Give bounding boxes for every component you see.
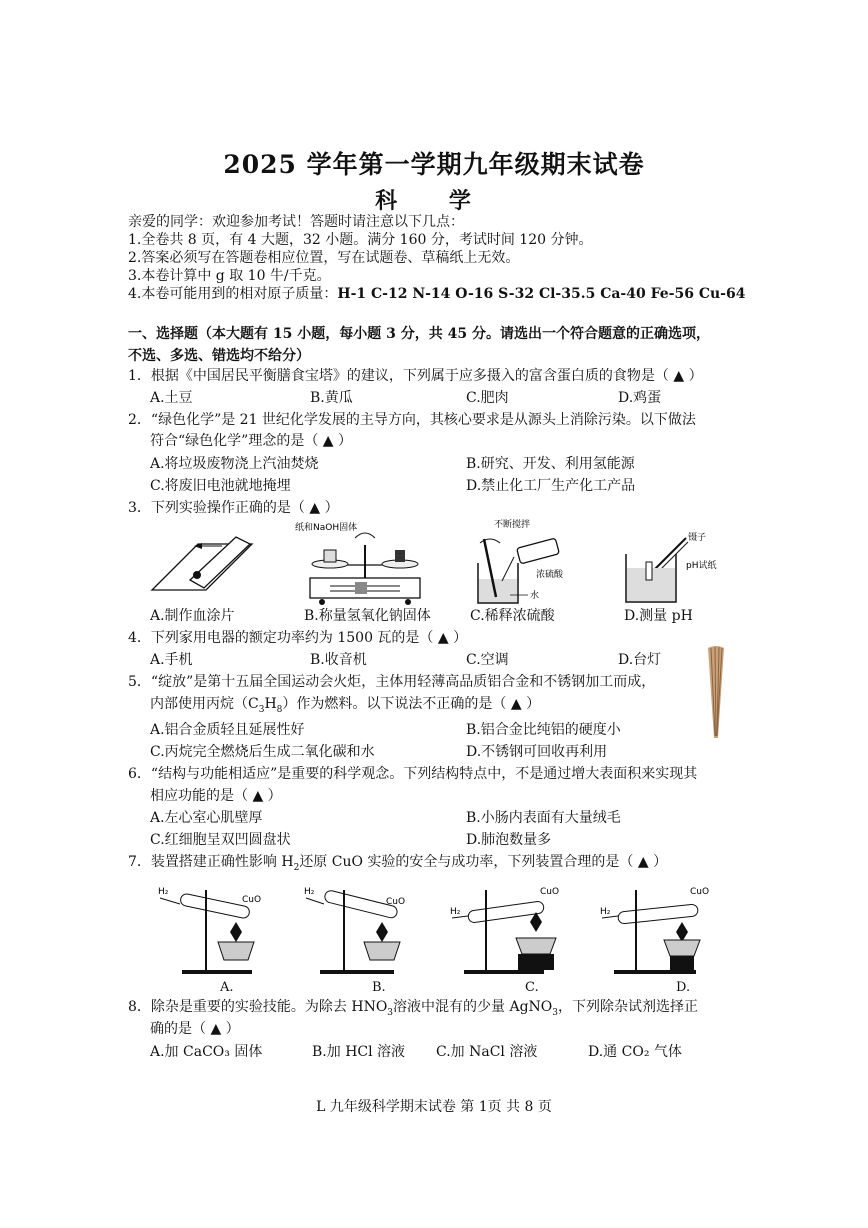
q1-stem: 1．根据《中国居民平衡膳食宝塔》的建议，下列属于应多摄入的富含蛋白质的食物是（ ▲ ） [128,368,703,384]
q7-label-b: B. [372,980,386,995]
fig-ph-measure [620,528,730,606]
naoh-label: 纸和NaOH固体 [295,523,358,533]
q2-stem-line2: 符合“绿色化学”理念的是（ ▲ ） [150,433,352,449]
q5-option-d: D.不锈钢可回收再利用 [466,744,608,760]
q5-option-b: B.铝合金比纯铝的硬度小 [466,722,621,738]
q7-label-d: D. [676,980,691,995]
q6-option-b: B.小肠内表面有大量绒毛 [466,810,621,826]
q8-option-c: C.加 NaCl 溶液 [436,1044,538,1060]
svg-text:H₂: H₂ [450,907,461,917]
apparatus-b [304,887,405,974]
svg-text:CuO: CuO [386,897,406,907]
q4-option-d: D.台灯 [618,652,662,668]
q3-option-d: D.测量 pH [624,608,693,624]
q2-option-b: B.研究、开发、利用氢能源 [466,456,635,472]
svg-text:H₂: H₂ [600,907,611,917]
q8-stem-line1: 8．除杂是重要的实验技能。为除去 $HNO_3$溶液中混有的少量 AgNO$_3$，下列除杂试剂选择正 [128,999,699,1018]
notice-item-4 [128,285,745,303]
acid-label: 浓硫酸 [536,570,564,580]
subject-title: 科 学 [375,188,493,214]
fig-balance [295,520,430,606]
q6-stem-line1: 6．“结构与功能相适应”是重要的科学观念。下列结构特点中，不是通过增大表面积来实现其 [128,766,698,782]
q8-option-d: D.通 CO₂ 气体 [588,1044,682,1060]
q1-option-d: D.鸡蛋 [618,390,662,406]
fig-blood-smear [150,532,260,602]
q7-label-c: C. [525,980,539,995]
svg-text:CuO: CuO [690,887,710,897]
stir-label: 不断搅拌 [494,520,531,530]
q3-option-b: B.称量氢氧化钠固体 [304,608,431,624]
svg-text:H₂: H₂ [304,887,315,897]
q4-option-c: C.空调 [466,652,509,668]
q7-stem: 7．装置搭建正确性影响 $H_2$还原 CuO 实验的安全与成功率，下列装置合理的是（ ▲ ） [128,854,668,873]
q6-option-c: C.红细胞呈双凹圆盘状 [150,832,291,848]
q3-option-a: A.制作血涂片 [150,608,235,624]
q4-option-b: B.收音机 [310,652,367,668]
q5-stem-line2: 内部使用丙烷$(C_3H_8)$作为燃料。以下说法不正确的是（ ▲ ） [150,696,541,715]
torch-image [704,644,728,740]
q7-label-a: A. [220,980,234,995]
q2-option-a: A.将垃圾废物浇上汽油焚烧 [150,456,319,472]
q4-option-a: A.手机 [150,652,193,668]
ph-paper-label: pH试纸 [686,561,717,571]
q1-option-a: A.土豆 [150,390,193,406]
q6-option-d: D.肺泡数量多 [466,832,552,848]
q2-option-c: C.将废旧电池就地掩埋 [150,478,291,494]
page-footer: L 九年级科学期末试卷 第 1页 共 8 页 [316,1099,552,1115]
q4-stem: 4．下列家用电器的额定功率约为 1500 瓦的是（ ▲ ） [128,630,468,646]
notice-item-4-prefix: 4.本卷可能用到的相对原子质量： [128,286,338,302]
svg-text:H₂: H₂ [158,887,169,897]
atomic-masses: H-1 C-12 N-14 O-16 S-32 Cl-35.5 Ca-40 Fe-56 Cu-64 [337,286,746,302]
q6-stem-line2: 相应功能的是（ ▲ ） [150,788,282,804]
q8-option-b: B.加 HCl 溶液 [312,1044,406,1060]
exam-title: 2025 学年第一学期九年级期末试卷 [223,150,645,179]
q5-option-a: A.铝合金质轻且延展性好 [150,722,305,738]
apparatus-c [450,887,559,974]
svg-text:CuO: CuO [540,887,560,897]
section-heading-line2: 不选、多选、错选均不给分） [128,348,310,364]
q7-apparatus-figures [150,880,750,984]
q2-option-d: D.禁止化工厂生产化工产品 [466,478,636,494]
tweezers-label: 镊子 [688,533,707,543]
q8-option-a: A.加 CaCO₃ 固体 [150,1044,263,1060]
q5-option-c: C.丙烷完全燃烧后生成二氧化碳和水 [150,744,375,760]
section-heading-line1: 一、选择题（本大题有 15 小题，每小题 3 分，共 45 分。请选出一个符合题意的正确选项， [128,326,710,342]
water-label: 水 [530,591,540,601]
notice-item-1: 1.全卷共 8 页，有 4 大题，32 小题。满分 160 分，考试时间 120 分钟。 [128,232,593,248]
notice-item-3: 3.本卷计算中 g 取 10 牛/千克。 [128,268,331,284]
notice-greeting: 亲爱的同学：欢迎参加考试！答题时请注意以下几点： [128,214,464,230]
fig-dilute-acid [470,515,570,607]
notice-item-2: 2.答案必须写在答题卷相应位置，写在试题卷、草稿纸上无效。 [128,250,520,266]
q5-stem-line1: 5．“绽放”是第十五届全国运动会火炬，主体用轻薄高品质铝合金和不锈钢加工而成， [128,674,656,690]
q3-option-c: C.稀释浓硫酸 [470,608,555,624]
apparatus-a [158,887,261,974]
q1-option-b: B.黄瓜 [310,390,353,406]
svg-text:CuO: CuO [242,895,262,905]
q3-stem: 3．下列实验操作正确的是（ ▲ ） [128,500,339,516]
q6-option-a: A.左心室心肌壁厚 [150,810,263,826]
q8-stem-line2: 确的是（ ▲ ） [150,1021,240,1037]
q1-option-c: C.肥肉 [466,390,509,406]
q2-stem-line1: 2．“绿色化学”是 21 世纪化学发展的主导方向，其核心要求是从源头上消除污染。以下做法 [128,412,696,428]
apparatus-d [600,887,709,974]
